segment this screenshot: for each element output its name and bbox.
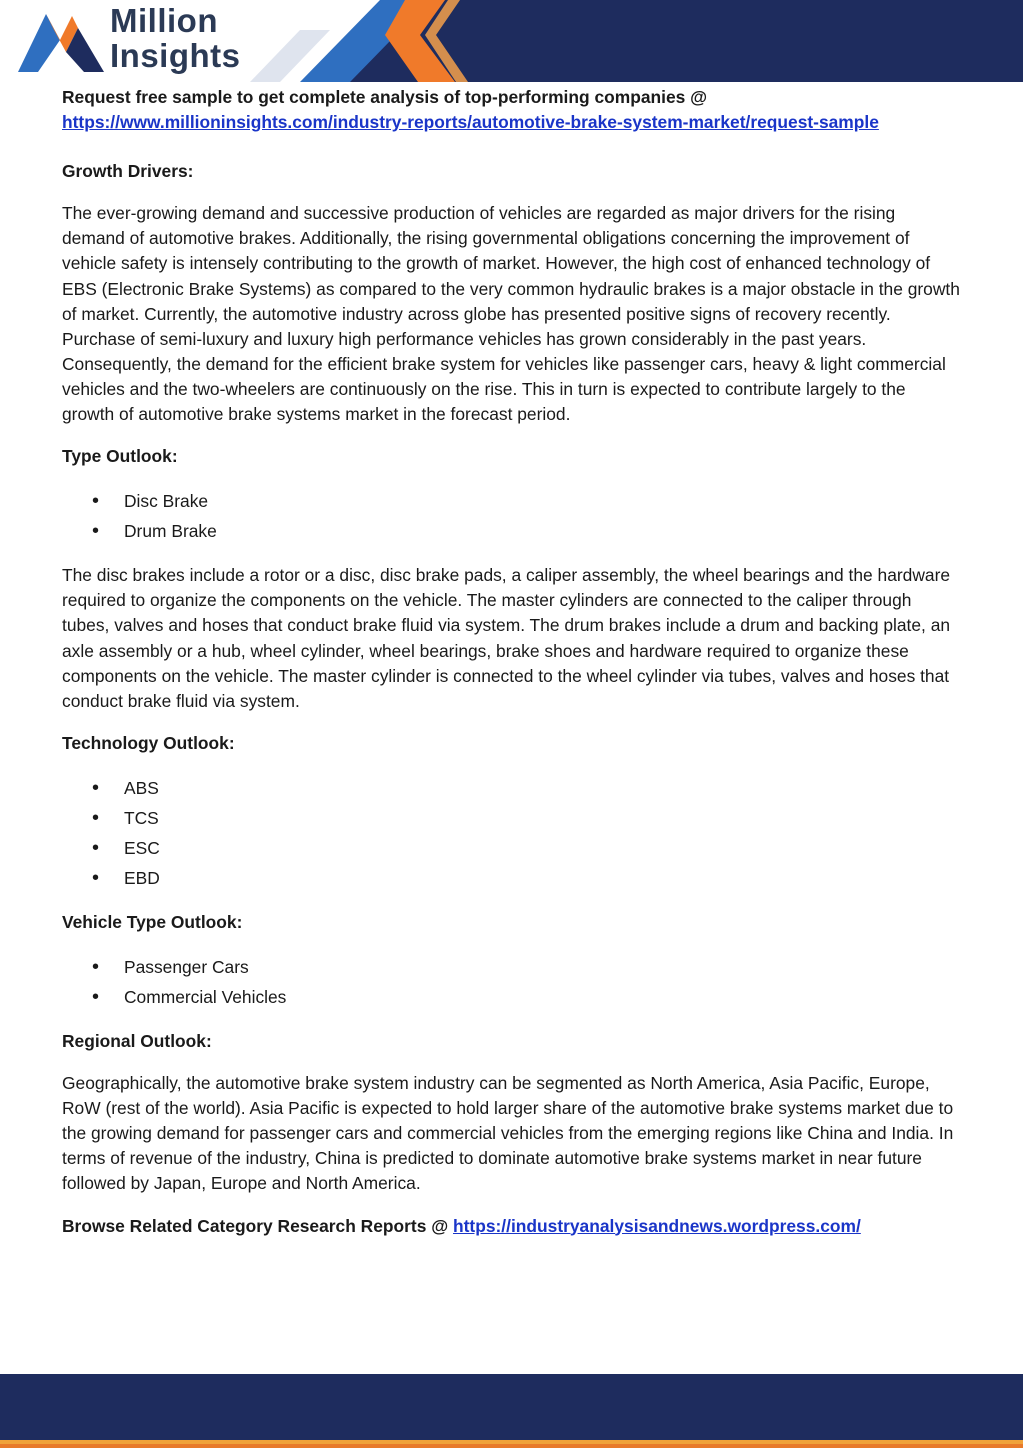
footer-stripe-accent bbox=[0, 1444, 1023, 1448]
technology-list bbox=[62, 773, 962, 893]
browse-label: Browse Related Category Research Reports @ bbox=[62, 1215, 449, 1236]
page-footer bbox=[0, 1374, 1023, 1448]
request-sample-link[interactable]: https://www.millioninsights.com/industry-reports/automotive-brake-system-market/request-sample bbox=[62, 112, 879, 133]
type-list bbox=[62, 486, 962, 546]
page-header bbox=[0, 0, 1023, 82]
type-outlook-heading: Type Outlook: bbox=[62, 446, 178, 467]
request-sample-line: Request free sample to get complete analysis of top-performing companies @ bbox=[62, 87, 708, 107]
growth-drivers-text: The ever-growing demand and successive production of vehicles are regarded as major drivers for the rising demand of automotive brakes. Additionally, the rising governmental obligations concerning the improvement of vehicle safety is intensely contributing to the growth of market. However, the high cost of enhanced technology of EBS (Electronic Brake Systems) as compared to the very common hydraulic brakes is a major obstacle in the growth of market. Currently, the automotive industry across globe has presented positive signs of recovery recently. Purchase of semi-luxury and luxury high performance vehicles has grown considerably in the past years. Consequently, the demand for the efficient brake system for vehicles like passenger cars, heavy & light commercial vehicles and the two-wheelers are continuously on the rise. This in turn is expected to contribute largely to the growth of automotive brake systems market in the forecast period. bbox=[62, 203, 960, 425]
list-item: • ESC bbox=[62, 833, 962, 863]
logo-text bbox=[110, 4, 241, 72]
list-item: • Commercial Vehicles bbox=[62, 982, 962, 1012]
logo-word-million: Million bbox=[110, 2, 218, 39]
browse-line bbox=[62, 1214, 962, 1239]
regional-outlook-heading: Regional Outlook: bbox=[62, 1030, 212, 1051]
list-item: • Drum Brake bbox=[62, 516, 962, 546]
logo-mark-icon bbox=[8, 0, 118, 82]
document-body bbox=[62, 85, 962, 1239]
list-item: • EBD bbox=[62, 863, 962, 893]
growth-drivers-heading: Growth Drivers: bbox=[62, 161, 194, 182]
type-description: The disc brakes include a rotor or a disc, disc brake pads, a caliper assembly, the wheel bearings and the hardware required to organize the components on the vehicle. The master cylinders are connected to the caliper through tubes, valves and hoses that conduct brake fluid via system. The drum brakes include a drum and backing plate, an axle assembly or a hub, wheel cylinder, wheel bearings, brake shoes and hardware required to organize these components on the vehicle. The master cylinder is connected to the wheel cylinder via tubes, valves and hoses that conduct brake fluid via system. bbox=[62, 565, 951, 711]
list-item: • Passenger Cars bbox=[62, 952, 962, 982]
vehicle-type-outlook-heading: Vehicle Type Outlook: bbox=[62, 911, 243, 932]
list-item: • Disc Brake bbox=[62, 486, 962, 516]
regional-text: Geographically, the automotive brake system industry can be segmented as North America, Asia Pacific, Europe, RoW (rest of the world). Asia Pacific is expected to hold larger share of the automotive brake systems market due to the growing demand for passenger cars and commercial vehicles from the emerging regions like China and India. In terms of revenue of the industry, China is predicted to dominate automotive brake systems market in near future followed by Japan, Europe and North America. bbox=[62, 1073, 954, 1194]
browse-link[interactable]: https://industryanalysisandnews.wordpress.com/ bbox=[453, 1215, 861, 1236]
footer-band bbox=[0, 1374, 1023, 1440]
technology-outlook-heading: Technology Outlook: bbox=[62, 732, 235, 753]
list-item: • ABS bbox=[62, 773, 962, 803]
logo-word-insights: Insights bbox=[110, 37, 241, 74]
vehicle-list bbox=[62, 952, 962, 1012]
list-item: • TCS bbox=[62, 803, 962, 833]
